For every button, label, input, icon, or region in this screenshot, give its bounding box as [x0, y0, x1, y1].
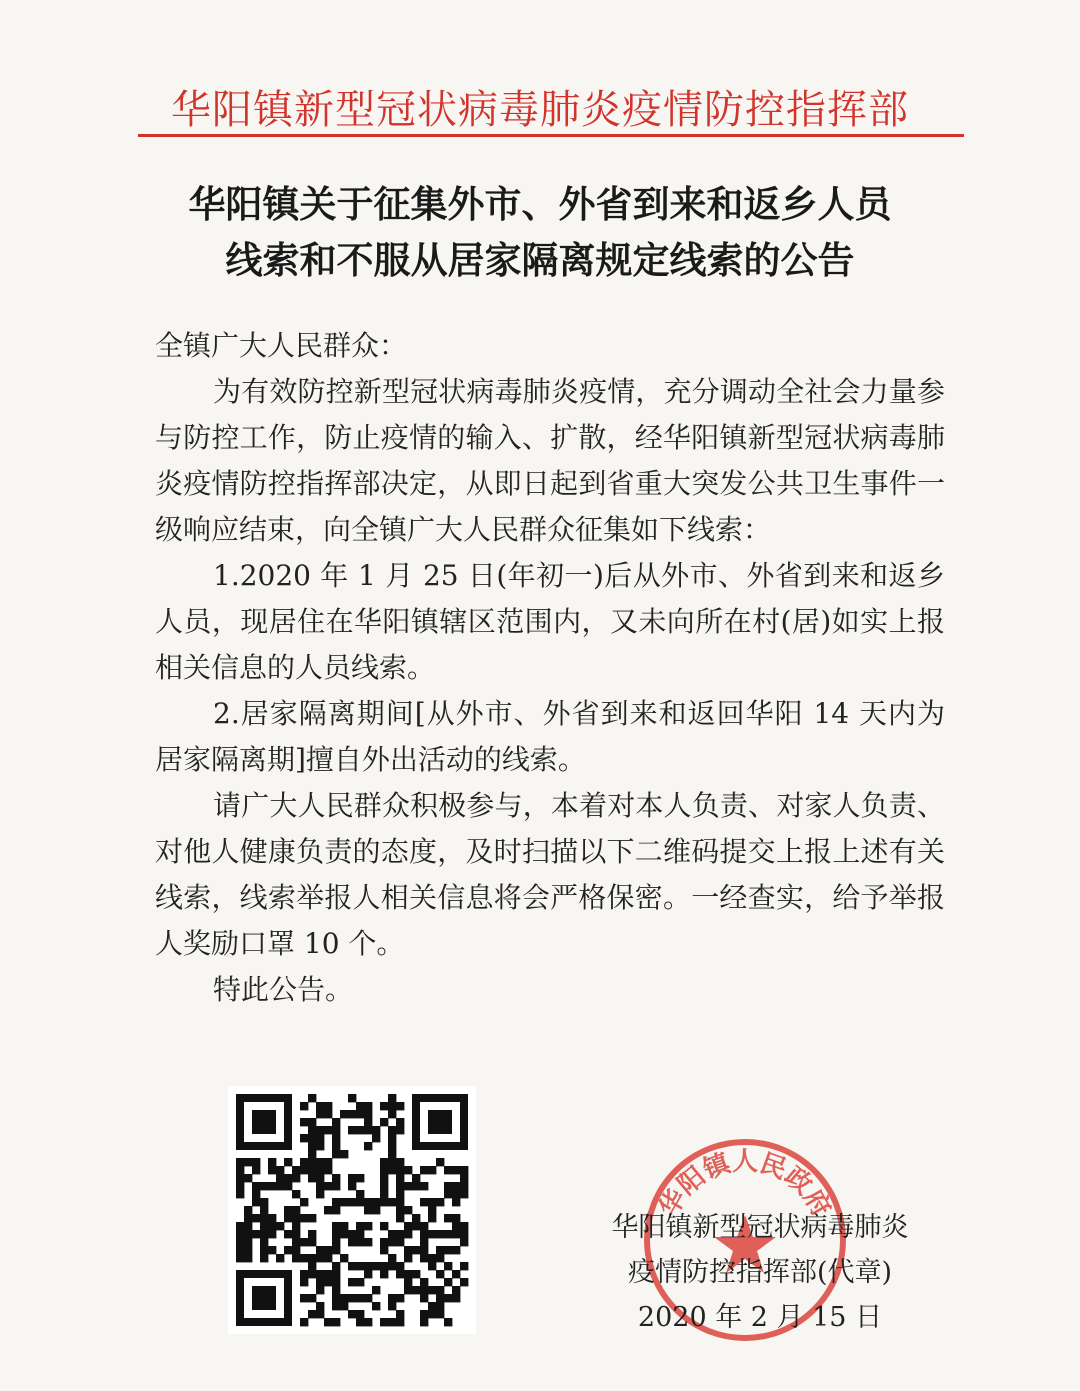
signature-line-2: 疫情防控指挥部(代章)	[627, 1257, 893, 1288]
letterhead-red-rule	[138, 134, 964, 137]
body-paragraph-item-1: 1.2020 年 1 月 25 日(年初一)后从外市、外省到来和返乡人员，现居住在华阳镇辖区范围内，又未向所在村(居)如实上报相关信息的人员线索。	[155, 559, 945, 684]
signature-block	[560, 1205, 960, 1340]
qr-code-icon[interactable]	[228, 1086, 476, 1334]
body-paragraph-closing: 特此公告。	[213, 973, 354, 1006]
letterhead-title: 华阳镇新型冠状病毒肺炎疫情防控指挥部	[171, 87, 909, 133]
body-paragraph-intro: 为有效防控新型冠状病毒肺炎疫情，充分调动全社会力量参与防控工作，防止疫情的输入、扩散，经华阳镇新型冠状病毒肺炎疫情防控指挥部决定，从即日起到省重大突发公共卫生事件一级响应结束，向全镇广大人民群众征集如下线索：	[155, 375, 945, 546]
salutation: 全镇广大人民群众：	[155, 329, 408, 362]
signature-date: 2020 年 2 月 15 日	[637, 1302, 883, 1333]
notice-body	[155, 323, 945, 1013]
notice-title	[100, 176, 980, 288]
notice-title-line-2: 线索和不服从居家隔离规定线索的公告	[225, 238, 855, 282]
signature-line-1: 华阳镇新型冠状病毒肺炎	[611, 1212, 909, 1243]
body-paragraph-appeal: 请广大人民群众积极参与，本着对本人负责、对家人负责、对他人健康负责的态度，及时扫描以下二维码提交上报上述有关线索，线索举报人相关信息将会严格保密。一经查实，给予举报人奖励口罩 10 个。	[155, 789, 945, 960]
notice-title-line-1: 华阳镇关于征集外市、外省到来和返乡人员	[188, 182, 892, 226]
body-paragraph-item-2: 2.居家隔离期间[从外市、外省到来和返回华阳 14 天内为居家隔离期]擅自外出活动的线索。	[155, 697, 945, 776]
seal-text: 华阳镇人民政府	[653, 1147, 837, 1222]
